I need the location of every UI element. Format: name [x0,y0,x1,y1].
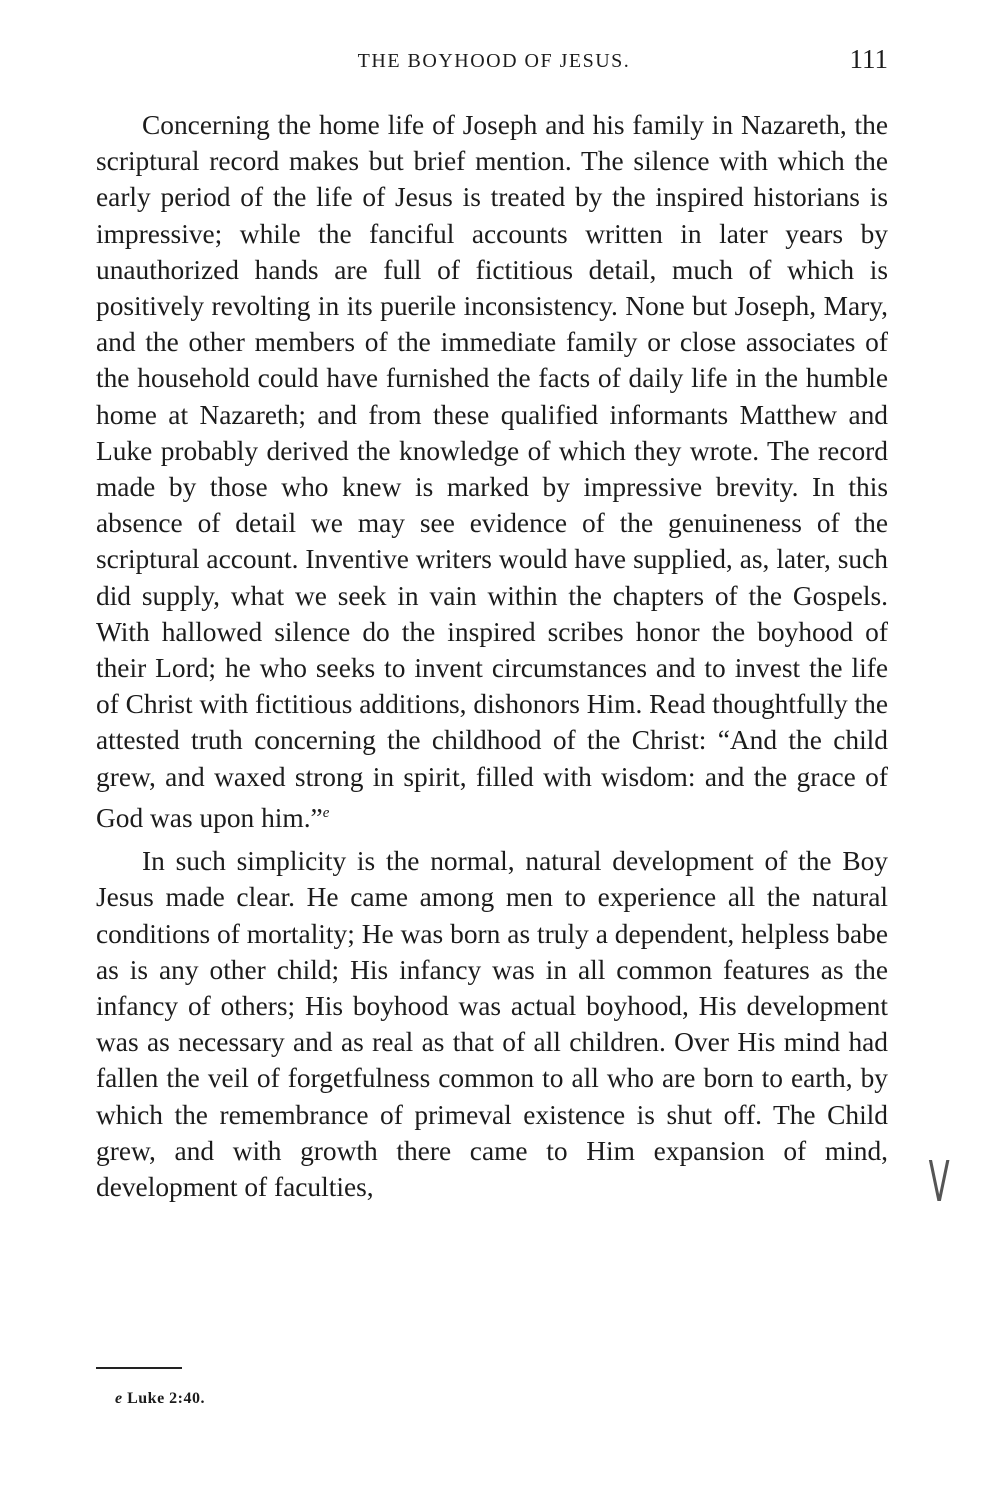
paragraph-text: Concerning the home life of Joseph and his family in Nazareth, the scriptural record makes but brief mention. The silence with which the early period of the life of Jesus is treated by the inspired historians is impressive; while the fanciful accounts written in later years by unauthorized hands are full of fictitious detail, much of which is positively revolting in its puerile inconsistency. None but Joseph, Mary, and the other members of the immediate family or close associates of the household could have furnished the facts of daily life in the humble home at Nazareth; and from these qualified informants Matthew and Luke probably derived the knowledge of which they wrote. The record made by those who knew is marked by impressive brevity. In this absence of detail we may see evidence of the genuineness of the scriptural account. Inventive writers would have supplied, as, later, such did supply, what we seek in vain within the chapters of the Gospels. With hallowed silence do the inspired scribes honor the boyhood of their Lord; he who seeks to invent circumstances and to invest the life of Christ with fictitious additions, dishonors Him. Read thoughtfully the attested truth concerning the childhood of the Christ: “And the child grew, and waxed strong in spirit, filled with wisdom: and the grace of God was upon him.” [96,110,889,833]
footnote-marker: e [115,1390,123,1407]
footnote-reference: e [322,804,330,821]
page-header [96,44,892,82]
running-title: THE BOYHOOD OF JESUS. [357,50,631,72]
body-text [96,107,888,1205]
page-number: 111 [849,44,888,74]
footnote-text: Luke 2:40. [127,1390,206,1407]
footnote [115,1390,205,1408]
paragraph: In such simplicity is the normal, natural development of the Boy Jesus made clear. He came among men to experience all the natural conditions of mortality; He was born as truly a dependent, helpless babe as is any other child; His infancy was in all common features as the infancy of others; His boyhood was actual boyhood, His development was as necessary and as real as that of all children. Over His mind had fallen the veil of forgetfulness common to all who are born to earth, by which the remembrance of primeval existence is shut off. The Child grew, and with growth there came to Him expansion of mind, development of faculties, [96,846,888,1203]
footnote-divider [96,1367,182,1369]
paragraph [96,107,888,836]
margin-check-mark: V [928,1150,950,1215]
